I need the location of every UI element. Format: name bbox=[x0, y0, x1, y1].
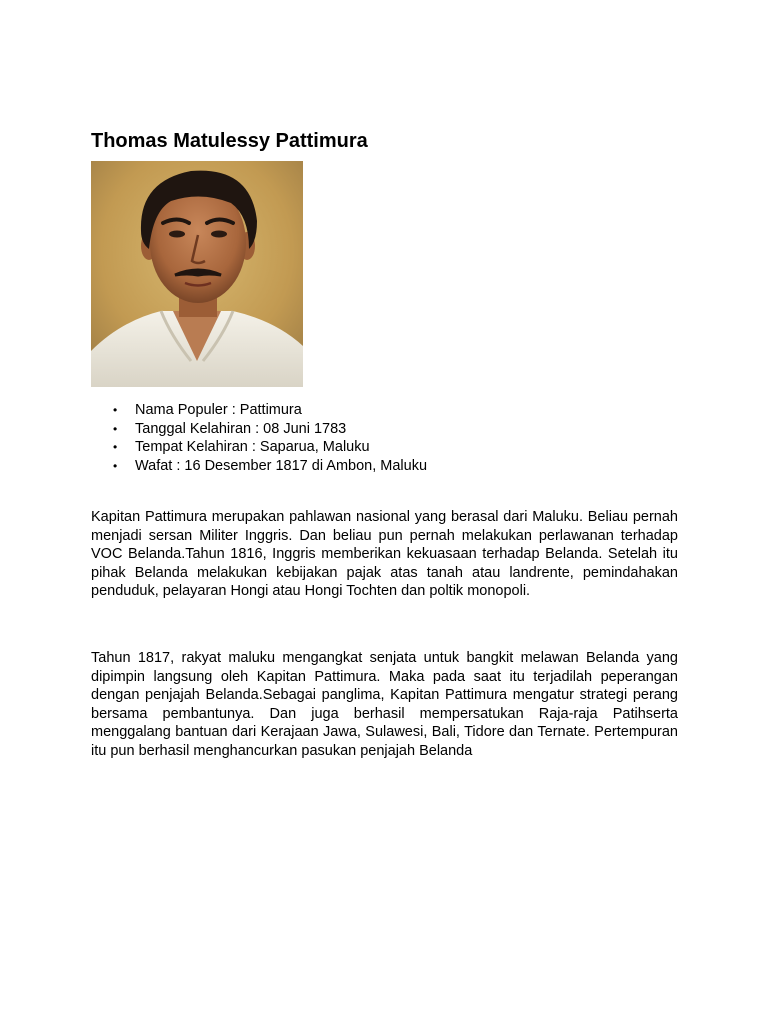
portrait-painting bbox=[91, 161, 303, 387]
fact-popular-name: Nama Populer : Pattimura bbox=[135, 402, 302, 418]
fact-birth-date: Tanggal Kelahiran : 08 Juni 1783 bbox=[135, 420, 347, 437]
biography-facts-list bbox=[91, 401, 427, 475]
list-item bbox=[91, 457, 427, 476]
bullet-icon: • bbox=[113, 458, 118, 473]
bullet-icon: • bbox=[113, 421, 118, 436]
paragraph-intro: Kapitan Pattimura merupakan pahlawan nasional yang berasal dari Maluku. Beliau pernah menjadi sersan Militer Inggris. Dan beliau pun pernah melakukan perlawanan terhadap VOC Belanda.Tahun 1816, Inggris memberikan kekuasaan terhadap Belanda. Setelah itu pihak Belanda melakukan kebijakan pajak atas tanah atau landrente, pemindahakan penduduk, pelayaran Hongi atau Hongi Tochten dan poltik monopoli. bbox=[91, 509, 678, 600]
page-title: Thomas Matulessy Pattimura bbox=[91, 130, 368, 152]
paragraph-war: Tahun 1817, rakyat maluku mengangkat senjata untuk bangkit melawan Belanda yang dipimpin langsung oleh Kapitan Pattimura. Maka pada saat itu terjadilah peperangan dengan penjajah Belanda.Sebagai panglima, Kapitan Pattimura mengatur strategi perang bersama pembantunya. Dan juga berhasil mempersatukan Raja-raja Patihserta menggalang bantuan dari Kerajaan Jawa, Sulawesi, Bali, Tidore dan Ternate. Pertempuran itu pun berhasil menghancurkan pasukan penjajah Belanda bbox=[91, 650, 678, 759]
portrait-image bbox=[91, 161, 303, 387]
fact-birth-place: Tempat Kelahiran : Saparua, Maluku bbox=[135, 439, 370, 455]
list-item bbox=[91, 401, 427, 420]
bullet-icon: • bbox=[113, 440, 118, 454]
bullet-icon: • bbox=[113, 403, 118, 417]
fact-death: Wafat : 16 Desember 1817 di Ambon, Maluku bbox=[135, 457, 428, 474]
list-item bbox=[91, 420, 427, 439]
list-item bbox=[91, 438, 427, 457]
